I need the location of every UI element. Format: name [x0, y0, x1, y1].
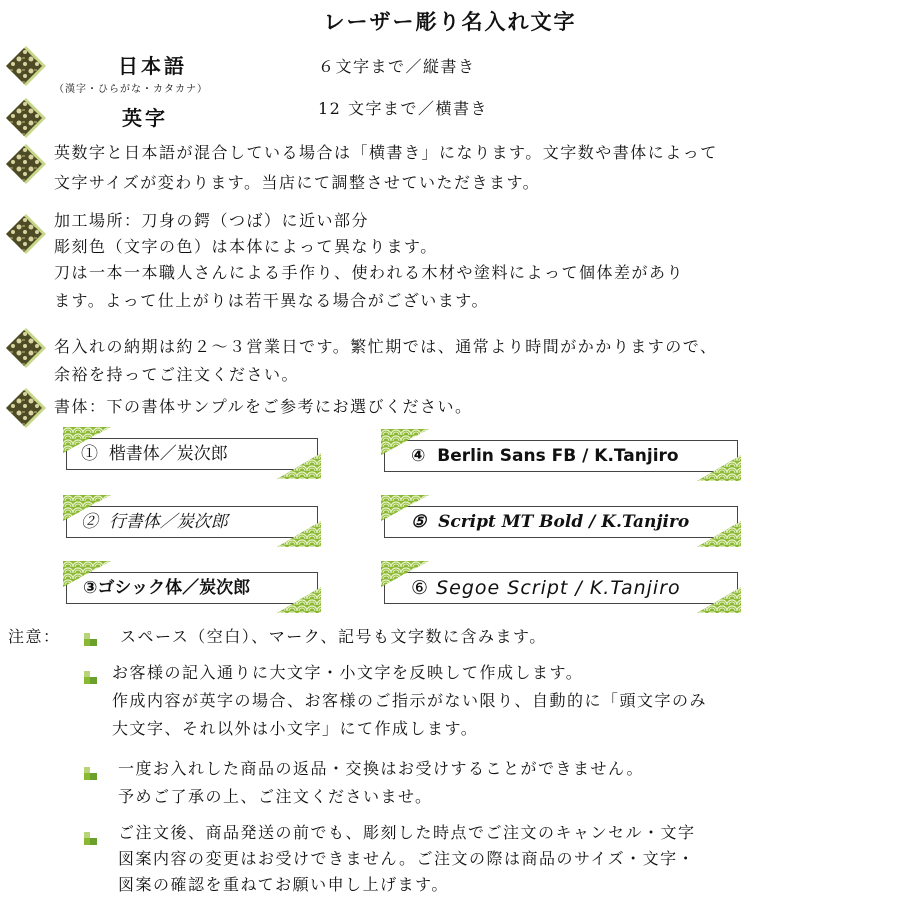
- note-3-line-1: 一度お入れした商品の返品・交換はお受けすることができません。: [118, 759, 644, 778]
- paragraph-mixed-line-2: 文字サイズが変わります。当店にて調整させていただきます。: [54, 173, 541, 192]
- note-1-line-1: スペース（空白）、マーク、記号も文字数に含みます。: [120, 627, 547, 646]
- sample-number: ⑥: [411, 577, 430, 599]
- diamond-bullet-icon: [4, 44, 48, 88]
- font-sample-1[interactable]: [66, 438, 318, 470]
- font-sample-5[interactable]: [384, 506, 738, 538]
- paragraph-location-line-4: ます。よって仕上がりは若干異なる場合がございます。: [54, 291, 489, 310]
- paragraph-font-intro: 書体：下の書体サンプルをご参考にお選びください。: [54, 397, 473, 416]
- note-4-line-2: 図案内容の変更はお受けできません。ご注文の際は商品のサイズ・文字・: [118, 849, 696, 868]
- font-sample-4[interactable]: [384, 440, 738, 472]
- font-sample-6[interactable]: [384, 572, 738, 604]
- note-2-line-3: 大文字、それ以外は小文字」にて作成します。: [112, 719, 479, 738]
- sample-text: Segoe Script / K.Tanjiro: [436, 577, 681, 599]
- sample-text: Berlin Sans FB / K.Tanjiro: [437, 446, 679, 466]
- diamond-bullet-icon: [4, 212, 48, 256]
- sample-text: ゴシック体／炭次郎: [97, 578, 251, 598]
- diamond-bullet-icon: [4, 96, 48, 140]
- sample-text: Script MT Bold / K.Tanjiro: [438, 512, 690, 532]
- diamond-bullet-icon: [4, 326, 48, 370]
- paragraph-location-line-1: 加工場所：刀身の鍔（つば）に近い部分: [54, 211, 370, 230]
- paragraph-location-line-3: 刀は一本一本職人さんによる手作り、使われる木材や塗料によって個体差があり: [54, 263, 685, 282]
- note-2-line-2: 作成内容が英字の場合、お客様のご指示がない限り、自動的に「頭文字のみ: [112, 691, 708, 710]
- font-sample-2[interactable]: [66, 506, 318, 538]
- note-4-line-3: 図案の確認を重ねてお願い申し上げます。: [118, 875, 449, 894]
- paragraph-mixed-line-1: 英数字と日本語が混合している場合は「横書き」になります。文字数や書体によって: [54, 143, 718, 162]
- square-bullet-icon: [84, 765, 97, 778]
- sample-number: ③: [83, 578, 98, 598]
- paragraph-delivery-line-2: 余裕を持ってご注文ください。: [54, 365, 300, 384]
- note-4-line-1: ご注文後、商品発送の前でも、彫刻した時点でご注文のキャンセル・文字: [118, 823, 696, 842]
- note-2-line-1: お客様の記入通りに大文字・小文字を反映して作成します。: [112, 663, 584, 682]
- page-title: レーザー彫り名入れ文字: [323, 9, 577, 34]
- paragraph-delivery-line-1: 名入れの納期は約２～３営業日です。繁忙期では、通常より時間がかかりますので、: [54, 337, 718, 356]
- english-label: 英字: [122, 106, 168, 130]
- diamond-bullet-icon: [4, 386, 48, 430]
- japanese-sub: （漢字・ひらがな・カタカナ）: [54, 84, 208, 95]
- sample-text: 行書体／炭次郎: [108, 512, 228, 532]
- notes-label: 注意：: [8, 627, 61, 646]
- square-bullet-icon: [84, 631, 97, 644]
- sample-text: 楷書体／炭次郎: [108, 444, 228, 464]
- sample-number: ⑤: [411, 512, 427, 532]
- english-rule: 12 文字まで／横書き: [318, 99, 488, 118]
- sample-number: ②: [81, 512, 98, 532]
- font-sample-3[interactable]: [66, 572, 318, 604]
- sample-number: ④: [411, 446, 426, 466]
- japanese-rule: ６文字まで／縦書き: [318, 57, 476, 76]
- diamond-bullet-icon: [4, 142, 48, 186]
- paragraph-location-line-2: 彫刻色（文字の色）は本体によって異なります。: [54, 237, 438, 256]
- japanese-label: 日本語: [118, 54, 187, 78]
- sample-number: ①: [81, 444, 98, 464]
- note-3-line-2: 予めご了承の上、ご注文くださいませ。: [118, 787, 433, 806]
- square-bullet-icon: [84, 669, 97, 682]
- square-bullet-icon: [84, 830, 97, 843]
